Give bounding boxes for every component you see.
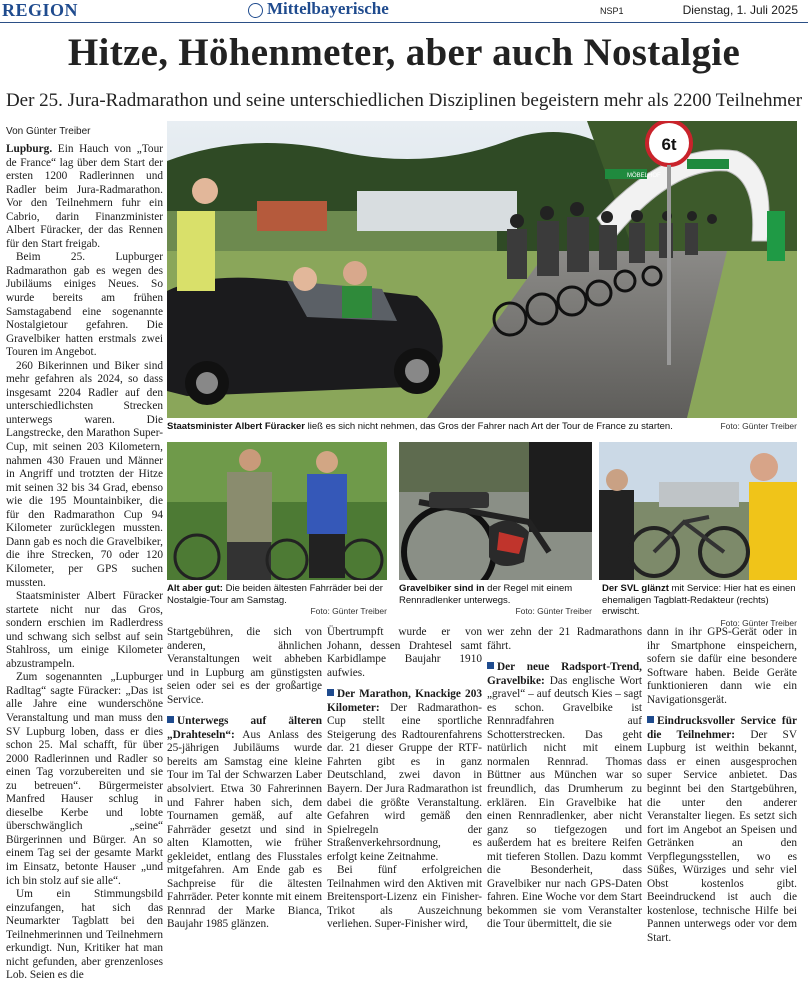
paragraph-text: Aus Anlass des 25-jährigen Jubiläums wurde bereits am Samstag eine kleine Tour im Tal der Schwarzen Laber absolviert. Etwa 30 Fahrerinnen und Fahrer haben sich, dem Tournamen gemäß, auf alte Fahrräder gesetzt und sind in alten Klamotten, wie früher gekleidet, entlang des Flusstales mitgefahren. Am Ende gab es Sachpreise für die ältesten Fahrräder. Peter konnte mit einem Rennrad der Marke Bianca, Baujahr 1985 glänzen. bbox=[167, 728, 322, 931]
article-column-2 bbox=[167, 626, 322, 932]
photo-gravelbike-image bbox=[399, 442, 592, 580]
paragraph: Staatsminister Albert Füracker startete nicht nur das Gros, sondern erschien im Radlerdress und schwang sich selbst auf sein Stahlross, um einige Kilometer abzustrampeln. bbox=[6, 590, 163, 670]
paragraph: Bei fünf erfolgreichen Teilnahmen wird den Aktiven mit Breitensport-Lizenz ein Finisher-Trikot als Auszeichnung verliehen. Super-Finisher wird, bbox=[327, 864, 482, 931]
byline: Von Günter Treiber bbox=[6, 126, 91, 137]
subheading: Der neue Radsport-Trend, Gravelbike: bbox=[487, 661, 642, 687]
photo-nostalgia-caption bbox=[167, 583, 387, 618]
dateline: Lupburg. bbox=[6, 143, 53, 155]
subheading: Unterwegs auf älteren „Drahteseln“: bbox=[167, 715, 322, 741]
article-column-3 bbox=[327, 626, 482, 932]
photo-nostalgia bbox=[167, 442, 387, 580]
square-bullet-icon bbox=[647, 716, 654, 723]
paragraph: 260 Bikerinnen und Biker sind mehr gefahren als 2024, so dass insgesamt 2204 Radler auf den unterschiedlichsten Strecken unterwegs waren. Die Langstrecke, den Marathon Super-Cup, mit seinen 203 Kilometern, nahmen 430 Frauen und Männer in Angriff und trotzten der Hitze mit seinen 32 bis 34 Grad, ebenso wie die 195 Mountainbiker, die für den Radmarathon Cup 94 Kilometer zurücklegen mussten. Dann gab es noch die Gravelbiker, die ihre Strecken, 70 oder 120 Kilometer, per GPS suchen mussten. bbox=[6, 359, 163, 589]
arch-banner-text: MÖBELHOF bbox=[627, 173, 661, 179]
paragraph: Um ein Stimmungsbild einzufangen, hat sich das Neumarkter Tagblatt bei den Teilnehmerinnen und Teilnehmern erkundigt. Nun, Kritiker hat man nicht gefunden, aber grenzenloses Lob. Seien es die bbox=[6, 888, 163, 982]
paragraph: Zum sogenannten „Lupburger Radltag“ sagte Füracker: „Das ist alle Jahre eine wunderschöne Veranstaltung und man muss den SV Lupburg loben, dass er dies schon 25. Mal schafft, für über 2000 Radlerinnen und Radler so einen Tag vorzubereiten und sie zu betreuen“. Bürgermeister Manfred Hauser schlug in dieselbe Kerbe und lobte überschwänglich „seine“ Bürgerinnen und Bürger. An so einem Tag sei der gesamte Markt im Einsatz, betonte Hauser „und ich bin stolz auf sie alle“. bbox=[6, 671, 163, 887]
caption-lead: Staatsminister Albert Füracker bbox=[167, 421, 305, 432]
subheading: Der Marathon, Knackige 203 Kilometer: bbox=[327, 688, 482, 714]
paragraph-text: Der SV Lupburg ist weithin bekannt, dass er einen ausgesprochen super Service anbietet. Das beginnt bei den Startgebühren, die unter den anderer Veranstalter liegen. Es setzt sich fort im Angebot an Speisen und Getränken an den Verpflegungsstellen, wo es Süßes, Würziges und sehr viel Obst kostenlos gibt. Beeindruckend ist auch die kostenlose, technische Hilfe bei Pannen unterwegs oder vor dem Start. bbox=[647, 728, 797, 945]
photo-gravelbike-caption bbox=[399, 583, 592, 618]
paragraph bbox=[487, 661, 642, 932]
subheadline: Der 25. Jura-Radmarathon und seine unterschiedlichen Disziplinen begeistern mehr als 2200 Teilnehmer bbox=[5, 90, 803, 111]
page-header bbox=[0, 0, 808, 23]
article-column-4 bbox=[487, 626, 642, 932]
caption-text: der Regel mit einem Rennradlenker unterwegs. bbox=[399, 583, 573, 606]
paragraph: wer zehn der 21 Radmarathons fährt. bbox=[487, 626, 642, 652]
subheading: Eindrucksvoller Service für die Teilnehmer: bbox=[647, 715, 797, 741]
issue-date: Dienstag, 1. Juli 2025 bbox=[682, 3, 798, 17]
article-column-5 bbox=[647, 626, 797, 946]
caption-lead: Alt aber gut: bbox=[167, 583, 223, 594]
paragraph bbox=[647, 715, 797, 945]
photo-service-caption bbox=[602, 583, 797, 629]
main-photo-image bbox=[167, 121, 797, 418]
newspaper-logo-icon bbox=[248, 3, 263, 18]
paragraph-text: Ein Hauch von „Tour de France“ lag über dem Start der ersten 1200 Radlerinnen und Radler beim Jura-Radmarathon. Vor den Teilnehmern fuhr ein Cabrio, darin Finanzminister Albert Füracker, der das Rennen für den Start freigab. bbox=[6, 143, 163, 250]
paragraph: Beim 25. Lupburger Radmarathon gab es wegen des Jubiläums einiges Neues. So wurde bereits am frühen Samstagabend eine sogenannte Nostalgietour gefahren. Die Gravelbiker hatten erstmals zwei Touren im Angebot. bbox=[6, 251, 163, 359]
caption-text: mit Service: Hier hat es einen ehemaligen Tagblatt-Redakteur (rechts) erwischt. bbox=[602, 583, 796, 617]
paragraph-text: Der Radmarathon-Cup stellt eine sportliche Steigerung des Radtourenfahrens dar. 21 dieser Gruppe der RTF-Fahrten gibt es in ganz Deutschland, zwei davon in Bayern. Der Jura Radmarathon ist dabei die größte Veranstaltung. Gefahren wird gemäß den Spielregeln der Straßenverkehrsordnung, es erfolgt keine Zeitnahme. bbox=[327, 701, 482, 863]
caption-text: ließ es sich nicht nehmen, das Gros der Fahrer nach Art der Tour de France zu starten. bbox=[304, 421, 673, 432]
paragraph: Startgebühren, die sich von anderen, ähnlichen Veranstaltungen weit abheben und in Lupburg am günstigsten seien oder sei es der großartige Service. bbox=[167, 626, 322, 706]
paragraph bbox=[327, 688, 482, 864]
photo-credit: Foto: Günter Treiber bbox=[720, 421, 797, 431]
paragraph: Übertrumpft wurde er von Johann, dessen Drahtesel samt Karbidlampe Baujahr 1910 aufwies. bbox=[327, 626, 482, 679]
article-column-1 bbox=[6, 143, 163, 983]
main-photo bbox=[167, 121, 797, 418]
main-photo-caption bbox=[167, 421, 797, 433]
photo-gravelbike bbox=[399, 442, 592, 580]
square-bullet-icon bbox=[487, 662, 494, 669]
section-label: REGION bbox=[2, 0, 79, 20]
photo-nostalgia-image bbox=[167, 442, 387, 580]
square-bullet-icon bbox=[167, 716, 174, 723]
caption-text: Die beiden ältesten Fahrräder bei der Nostalgie-Tour am Samstag. bbox=[167, 583, 383, 606]
paragraph bbox=[6, 143, 163, 251]
photo-service bbox=[599, 442, 797, 580]
square-bullet-icon bbox=[327, 689, 334, 696]
caption-lead: Gravelbiker sind in bbox=[399, 583, 485, 594]
photo-credit: Foto: Günter Treiber bbox=[720, 617, 797, 628]
paragraph-text: Das englische Wort „gravel“ – auf deutsch Kies – sagt es schon. Gravelbike ist Rennradfahren auf Schotterstrecken. Das geht natürlich nicht mit einem normalen Rennrad. Thomas Büttner aus München war so freundlich, das Drumherum zu erklären. Ein Gravelbike hat einen Rennradlenker, aber nicht ganz so tiefgezogen und außerdem hat es breitere Reifen mit tieferen Stollen. Dazu kommt die Besonderheit, dass Gravelbiker nur nach GPS-Daten fahren. Eine Woche vor dem Start bekommen sie vom Veranstalter die Tour übermittelt, die sie bbox=[487, 674, 642, 931]
paragraph: dann in ihr GPS-Gerät oder in ihr Smartphone einspeichern, sofern sie dafür eine besondere Software haben. Beide Geräte funktionieren dann wie ein Navigationsgerät. bbox=[647, 626, 797, 706]
photo-credit: Foto: Günter Treiber bbox=[515, 606, 592, 616]
traffic-sign-text: 6t bbox=[661, 135, 677, 154]
paragraph bbox=[167, 715, 322, 932]
newspaper-name bbox=[248, 0, 389, 19]
caption-lead: Der SVL glänzt bbox=[602, 583, 669, 594]
headline: Hitze, Höhenmeter, aber auch Nostalgie bbox=[67, 31, 741, 74]
page-code: NSP1 bbox=[600, 6, 624, 16]
photo-credit: Foto: Günter Treiber bbox=[310, 606, 387, 616]
photo-service-image bbox=[599, 442, 797, 580]
newspaper-title: Mittelbayerische bbox=[267, 0, 389, 18]
